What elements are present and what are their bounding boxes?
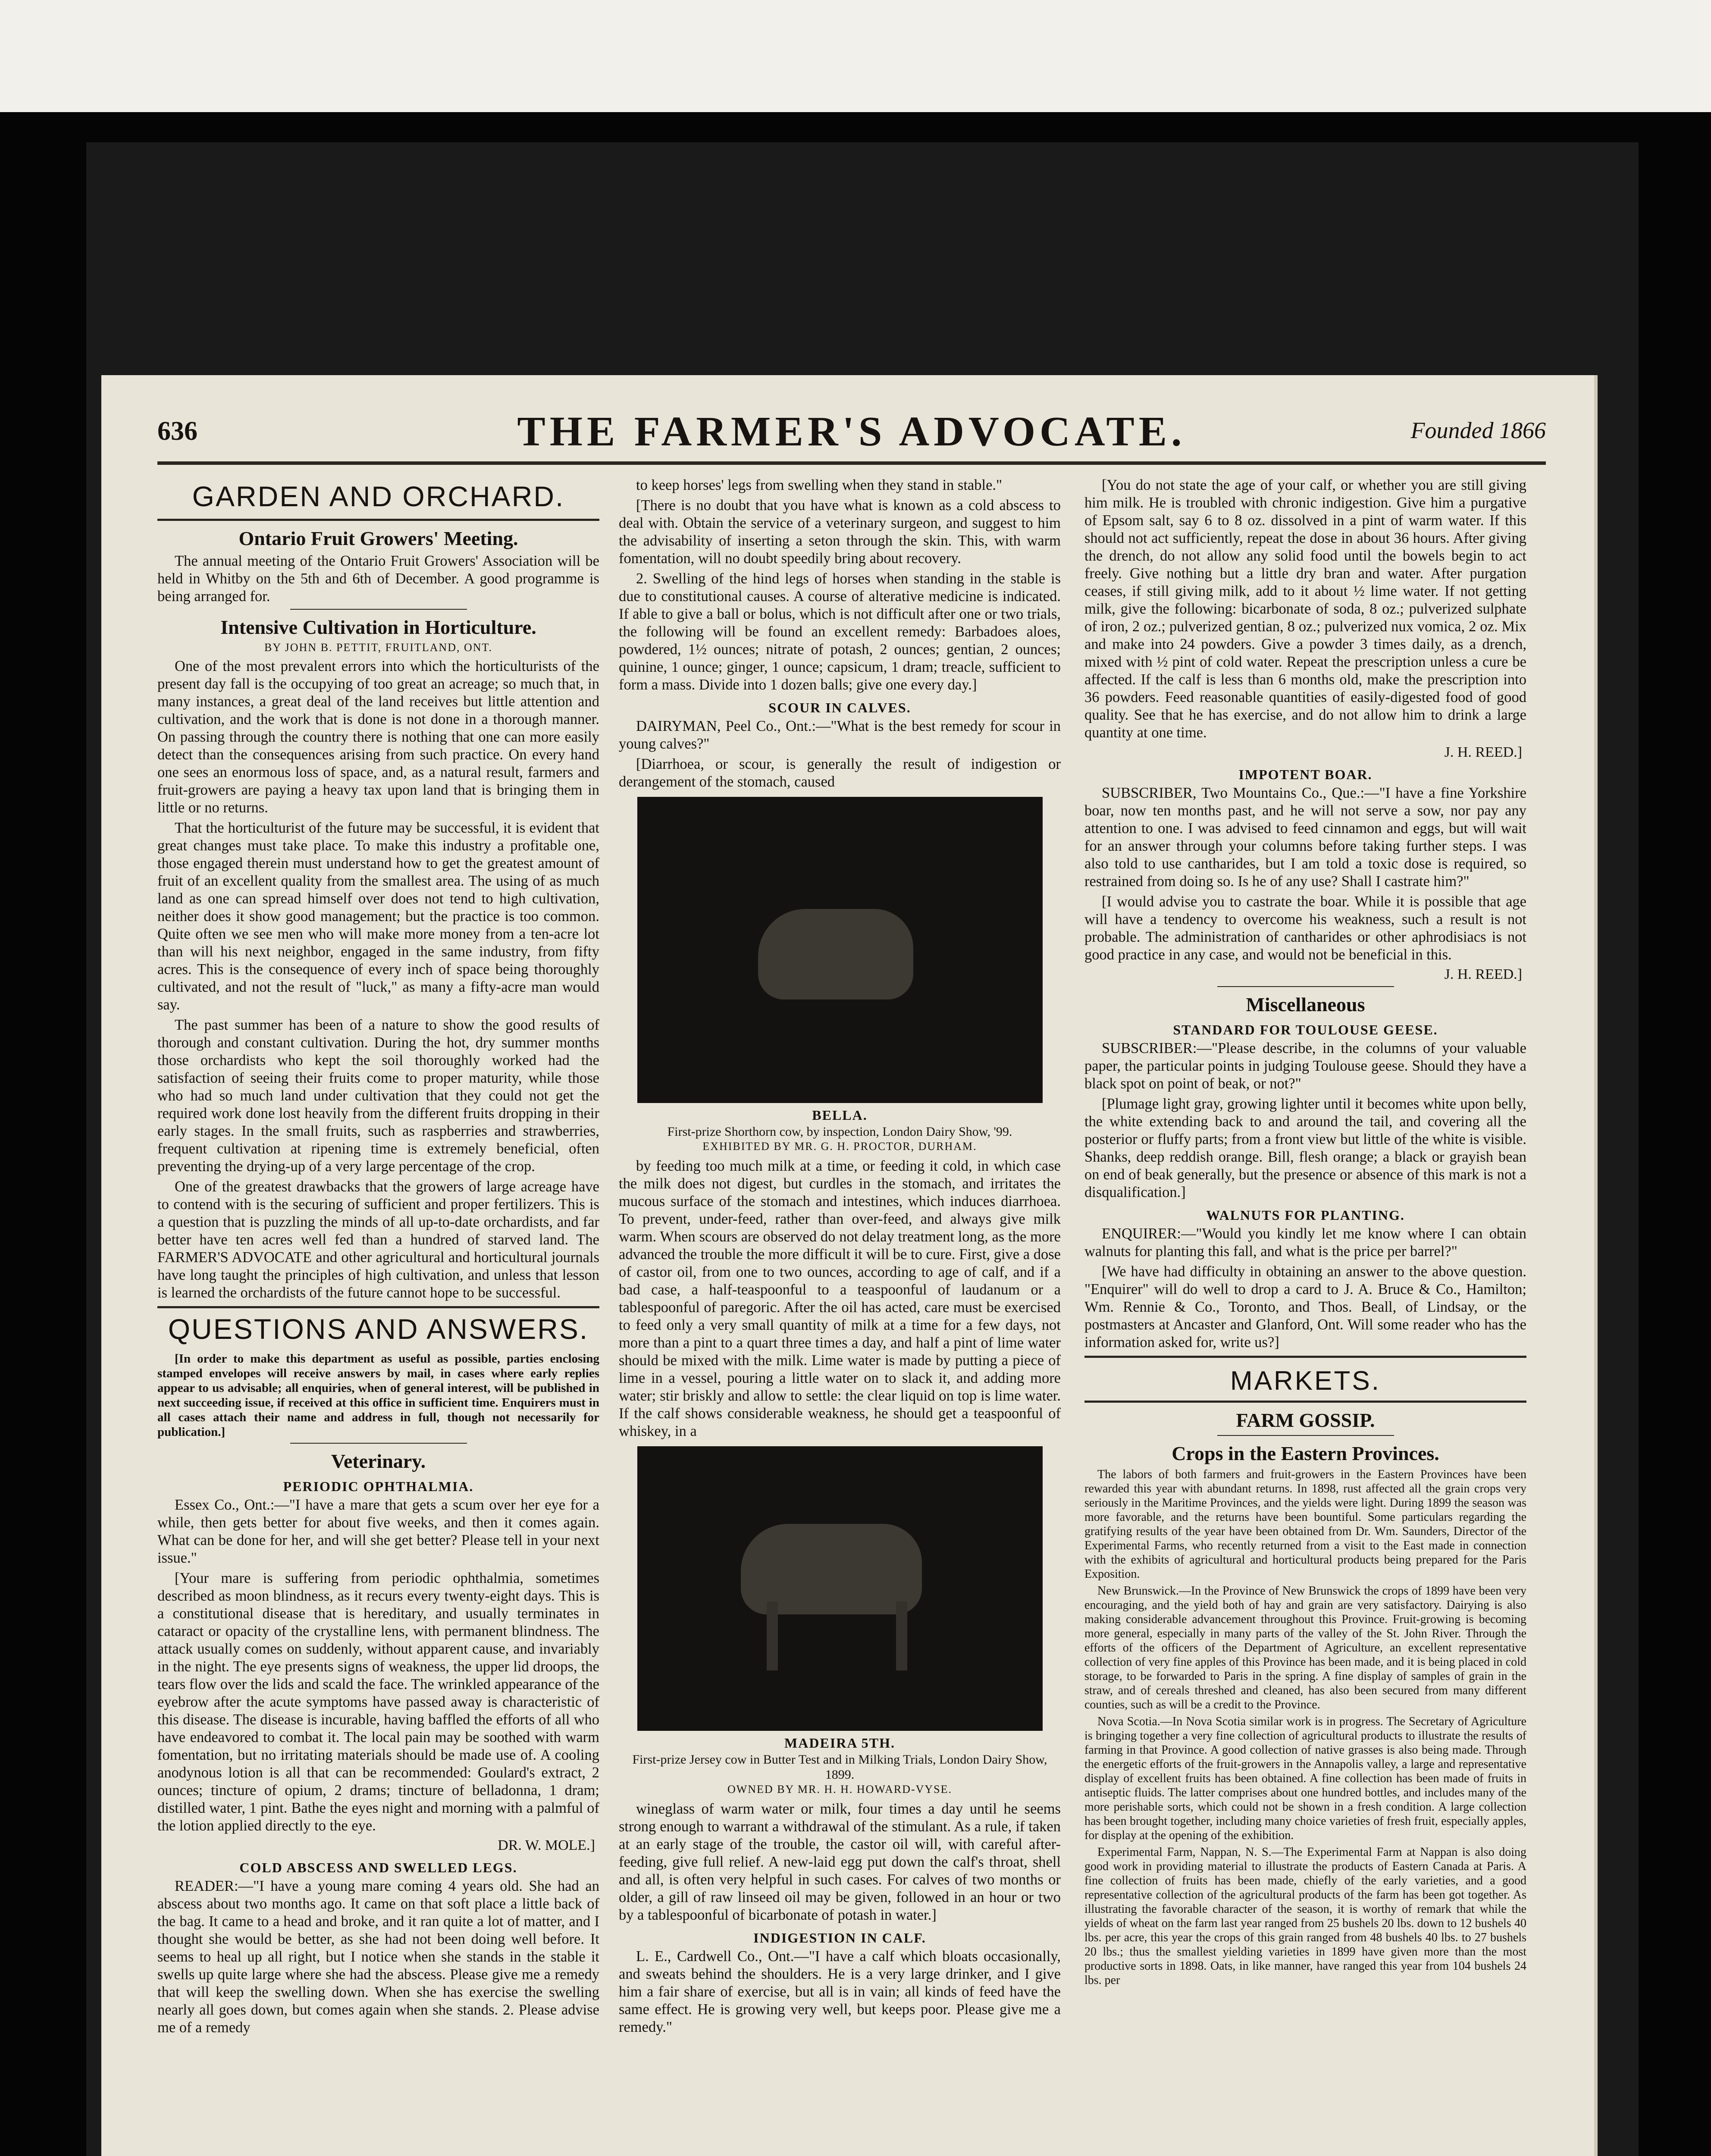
question-text: ENQUIRER:—"Would you kindly let me know where I can obtain walnuts for planting this fall, and what is the price per barrel?": [1084, 1225, 1526, 1260]
answer-text: 2. Swelling of the hind legs of horses when standing in the stable is due to constitutional causes. A course of alterative medicine is indicated. If able to give a ball or bolus, which is not difficult after one or two trials, the following will be found an excellent remedy: Barbadoes aloes, powdered, 1½ ounces; nitrate of potash, 2 ounces; gentian, 2 ounces; quinine, 1 ounce; ginger, 1 ounce; capsicum, 1 dram; treacle, sufficient to form a mass. Divide into 1 dozen balls; give one every day.]: [619, 570, 1061, 693]
newspaper-page: [101, 375, 1598, 2156]
question-title: SCOUR IN CALVES.: [768, 700, 911, 715]
subsection-title-miscellaneous: Miscellaneous: [1246, 993, 1365, 1015]
section-title-garden: GARDEN AND ORCHARD.: [192, 480, 565, 512]
byline: BY JOHN B. PETTIT, FRUITLAND, ONT.: [264, 641, 492, 654]
answer-text: [There is no doubt that you have what is known as a cold abscess to deal with. Obtain the service of a veterinary surgeon, and suggest to him the advisability of inserting a seton through the skin. This, with warm fomentation, will no doubt speedily bring about recovery.: [619, 497, 1061, 567]
question-text: SUBSCRIBER:—"Please describe, in the columns of your valuable paper, the particular points in judging Toulouse geese. Should they have a black spot on point of beak, or not?": [1084, 1040, 1526, 1092]
divider: [157, 519, 599, 521]
answer-text: [Plumage light gray, growing lighter until it becomes white upon belly, the white extending back to and around the tail, and covering all the posterior or fluffy parts; from a front view but little of the white is visible. Shanks, deep reddish orange. Bill, flesh orange; a black or grayish bean on end of beak generally, but the presence or absence of this mark is not a disqualification.]: [1084, 1096, 1526, 1200]
article-paragraph: The labors of both farmers and fruit-growers in the Eastern Provinces have been rewarded this year with abundant returns. In 1898, rust affected all the grain crops very seriously in the Maritime Provinces, and the yields were light. During 1899 the season was more favorable, and the returns have been bountiful. Some particulars regarding the gratifying results of the year have been obtained from Dr. Wm. Saunders, Director of the Experimental Farms, who recently returned from a visit to the East made in connection with the exhibits of agricultural and horticultural products being prepared for the Paris Exposition.: [1084, 1468, 1526, 1581]
scanner-background: [0, 0, 1711, 112]
article-paragraph: to keep horses' legs from swelling when they stand in stable.": [636, 477, 1003, 493]
cow-figure: [758, 909, 913, 1000]
divider: [1217, 1435, 1394, 1436]
paper-title: THE FARMER'S ADVOCATE.: [517, 408, 1186, 455]
signature: J. H. REED.]: [1444, 744, 1522, 760]
question-title: WALNUTS FOR PLANTING.: [1206, 1207, 1405, 1223]
answer-text: [I would advise you to castrate the boar. While it is possible that age will have a tendency to overcome his weakness, such a result is not probable. The administration of cantharides or other aphrodisiacs is not good practice in any case, and would not be beneficial in this.: [1084, 893, 1526, 963]
divider: [1084, 1401, 1526, 1403]
question-text: READER:—"I have a young mare coming 4 years old. She had an abscess about two months ago. It came on that soft place a little back of the bag. It came to a head and broke, and it ran quite a lot of matter, and I thought she would be better, as she had not been doing well before. It seems to heal up all right, but I notice when she stands in the stable it swells up quite large where she had the abscess. Please give me a remedy that will keep the swelling down. When she has exercise the swelling nearly all goes down, but comes again when she stands. 2. Please advise me of a remedy: [157, 1878, 599, 2036]
column-1: [157, 476, 599, 2156]
question-title: PERIODIC OPHTHALMIA.: [283, 1479, 474, 1494]
section-title-markets: MARKETS.: [1230, 1366, 1381, 1396]
article-paragraph: The past summer has been of a nature to show the good results of thorough and constant cultivation. During the hot, dry summer months those orchardists who kept the soil thoroughly worked had the satisfaction of seeing their fruits come to proper maturity, while those who had so much land under cultivation that they could not get the required work done lost heavily from the different fruits dropping in their early stages. In the small fruits, such as raspberries and strawberries, frequent cultivation at ripening time is extremely beneficial, often preventing the drying-up of a very large percentage of the crop.: [157, 1017, 599, 1175]
answer-text: [You do not state the age of your calf, or whether you are still giving him milk. He is troubled with chronic indigestion. Give him a purgative of Epsom salt, say 6 to 8 oz. dissolved in a pint of warm water. If this should not act sufficiently, repeat the dose in about 36 hours. After giving the drench, do not allow any solid food until the bowels begin to act freely. Give nothing but a little dry bran and water. After purgation ceases, if still giving milk, add to it about ½ lime water. If not getting milk, give the following: bicarbonate of soda, 8 oz.; pulverized sulphate of iron, 2 oz.; pulverized gentian, 8 oz.; pulverized nux vomica, 2 oz. Mix and make into 24 powders. Give a powder 3 times daily, as a drench, mixed with ½ pint of cold water. Repeat the prescription unless a cure be affected. If the calf is less than 6 months old, make the prescription into 36 powders. Feed reasonable quantities of easily-digested food of good quality. See that he has exercise, and do not allow him to drink a large quantity at one time.: [1084, 477, 1526, 741]
photo-title: MADEIRA 5TH.: [784, 1735, 895, 1751]
answer-text: [Your mare is suffering from periodic ophthalmia, sometimes described as moon blindness, as it recurs every twenty-eight days. This is a constitutional disease that is hereditary, and usually terminates in cataract or opacity of the crystalline lens, with permanent blindness. The attack usually comes on suddenly, without apparent cause, and invariably in the night. The eye presents signs of weakness, the upper lid droops, the tears flow over the lids and scald the face. The wrinkled appearance of the eyebrow after the acute symptoms have passed away is characteristic of this disease. The disease is incurable, having baffled the efforts of all who have endeavored to combat it. The local pain may be soothed with warm fomentation, but no irritating materials should be made use of. A cooling anodynous lotion is all that can be recommended: Goulard's extract, 2 ounces; tincture of opium, 2 drams; tincture of belladonna, 1 dram; distilled water, 1 pint. Bathe the eyes night and morning with a palmful of the lotion applied directly to the eye.: [157, 1570, 599, 1834]
signature: J. H. REED.]: [1444, 966, 1522, 982]
masthead: [157, 407, 1546, 455]
divider: [157, 1306, 599, 1308]
answer-text: [Diarrhoea, or scour, is generally the result of indigestion or derangement of the stomach, caused: [619, 756, 1061, 790]
answer-text: [We have had difficulty in obtaining an answer to the above question. "Enquirer" will do well to drop a card to J. A. Bruce & Co., Hamilton; Wm. Rennie & Co., Toronto, and Thos. Beall, of Lindsay, or the postmasters at Ancaster and Glanford, Ont. Will some reader who has the information asked for, write us?]: [1084, 1263, 1526, 1351]
founded-note: Founded 1866: [1410, 417, 1546, 443]
question-text: DAIRYMAN, Peel Co., Ont.:—"What is the best remedy for scour in young calves?": [619, 718, 1061, 752]
article-paragraph: The annual meeting of the Ontario Fruit Growers' Association will be held in Whitby on the 5th and 6th of December. A good programme is being arranged for.: [157, 553, 599, 605]
question-text: L. E., Cardwell Co., Ont.—"I have a calf which bloats occasionally, and sweats behind the shoulders. He is a very large drinker, and I give him a fair share of exercise, but all is in vain; all kinds of feed have the same effect. He is growing very well, but keeps poor. Please give me a remedy.": [619, 1948, 1061, 2035]
question-text: SUBSCRIBER, Two Mountains Co., Que.:—"I have a fine Yorkshire boar, now ten months past, and he will not serve a sow, nor pay any attention to one. I was advised to feed cinnamon and eggs, but will wait for an answer through your columns before taking further steps. I was also told to use cantharides, but I am told a toxic dose is required, so restrained from doing so. Is he of any use? Shall I castrate him?": [1084, 785, 1526, 890]
article-paragraph: One of the most prevalent errors into which the horticulturists of the present day fall is the occupying of too great an acreage; so much that, in many instances, a great deal of the land receives but little attention and cultivation, and the work that is done is not done in a thorough manner. On passing through the country there is nothing that one can more easily detect than the consequences arising from such practice. On every hand one sees an enormous loss of space, and, as a natural result, farmers and fruit-growers are paying a heavy tax upon land that is bringing them in little or no returns.: [157, 658, 599, 816]
article-paragraph: Nova Scotia.—In Nova Scotia similar work is in progress. The Secretary of Agriculture is bringing together a very fine collection of agricultural products to illustrate the results of farming in that Province. A good collection of native grasses is also being made. Through the energetic efforts of the fruit-growers in the Annapolis valley, a large and representative display of excellent fruits has been obtained. A fine collection has been made of fruits in antiseptic fluids. The latter comprises about one hundred bottles, and includes many of the more perishable sorts, which could not be shown in a fresh condition. A large collection has been brought together, including many choice varieties of fresh fruit, especially apples, for display at the opening of the exhibition.: [1084, 1715, 1526, 1842]
cow-figure: [741, 1524, 922, 1614]
crops-article: [1084, 1467, 1526, 1987]
section-title-questions: QUESTIONS AND ANSWERS.: [168, 1313, 589, 1345]
cow-leg: [896, 1601, 907, 1670]
article-paragraph: Experimental Farm, Nappan, N. S.—The Experimental Farm at Nappan is also doing good work in providing material to illustrate the products of Eastern Canada at Paris. A fine collection of fruits has been made, chiefly of the early varieties, and a good representative collection of the agricultural products of the farm has been got together. As illustrating the favorable character of the season, it is worthy of remark that while the yields of wheat on the farm last year ranged from 25 bushels 20 lbs. down to 12 bushels 40 lbs. per acre, this year the crops of this grain ranged from 48 bushels 40 lbs. to 27 bushels 20 lbs.; thus the smallest yielding varieties in 1899 have given more than the most productive sorts in 1898. Oats, in like manner, have ranged this year from 104 bushels 24 lbs. per: [1084, 1846, 1526, 1987]
photo-caption: First-prize Jersey cow in Butter Test and in Milking Trials, London Dairy Show, 1899.: [632, 1752, 1047, 1782]
question-title: COLD ABSCESS AND SWELLED LEGS.: [239, 1860, 517, 1875]
photo-title: BELLA.: [812, 1107, 868, 1123]
question-title: IMPOTENT BOAR.: [1238, 767, 1373, 782]
article-title-fruit-growers: Ontario Fruit Growers' Meeting.: [238, 527, 518, 549]
photo-bella: [637, 797, 1043, 1103]
question-title: INDIGESTION IN CALF.: [753, 1930, 926, 1946]
divider: [290, 1443, 467, 1444]
subsection-title-farm-gossip: FARM GOSSIP.: [1236, 1409, 1375, 1431]
article-title-crops: Crops in the Eastern Provinces.: [1172, 1442, 1439, 1464]
divider: [290, 609, 467, 610]
article-paragraph: wineglass of warm water or milk, four times a day until he seems strong enough to warrant a withdrawal of the stimulant. As a rule, if taken at an early stage of the trouble, the castor oil will, with careful after-feeding, give full relief. A new-laid egg put down the calf's throat, shell and all, is often very helpful in such cases. For calves of two months or older, a gill of raw linseed oil may be given, followed in an hour or two by a tablespoonful of bicarbonate of potash in water.]: [619, 1801, 1061, 1923]
divider: [1217, 986, 1394, 987]
column-3: [1084, 476, 1526, 2156]
article-paragraph: That the horticulturist of the future may be successful, it is evident that great changes must take place. To make this industry a profitable one, those engaged therein must understand how to get the greatest amount of fruit of an excellent quality from the smallest area. The using of as much land as one can spread himself over does not tend to high cultivation, neither does it show good management; but the practice is too common. Quite often we see men who will make more money from a ten-acre lot than will his next neighbor, engaged in the same industry, from fifty acres. This is the consequence of every inch of space being thoroughly cultivated, and not the result of "luck," as many a fifty-acre man would say.: [157, 820, 599, 1013]
article-paragraph: by feeding too much milk at a time, or feeding it cold, in which case the milk does not digest, but curdles in the stomach, and irritates the mucous surface of the stomach and intestines, which induces diarrhoea. To prevent, under-feed, rather than over-feed, and always give milk warm. When scours are observed do not delay treatment long, as the more advanced the trouble the more difficult it will be to cure. First, give a dose of castor oil, from one to two ounces, according to age of calf, and if a bad case, a half-teaspoonful to a teaspoonful of laudanum or a tablespoonful of paregoric. After the oil has acted, care must be exercised to feed only a very small quantity of milk at a time for a few days, not more than a pint to a quart three times a day, and half a pint of lime water should be mixed with the milk. Lime water is made by putting a piece of lime in a vessel, pouring a little water on to slack it, and adding more water; stir briskly and allow to settle: the clear liquid on top is lime water. If the calf shows considerable weakness, he should get a teaspoonful of whiskey, in a: [619, 1158, 1061, 1439]
photo-caption: First-prize Shorthorn cow, by inspection, London Dairy Show, '99.: [667, 1125, 1012, 1139]
question-title: STANDARD FOR TOULOUSE GEESE.: [1173, 1022, 1438, 1037]
masthead-rule: [157, 461, 1546, 465]
photo-credit: OWNED BY MR. H. H. HOWARD-VYSE.: [727, 1783, 953, 1796]
article-paragraph: One of the greatest drawbacks that the growers of large acreage have to contend with is the securing of sufficient and proper fertilizers. This is a question that is puzzling the minds of all up-to-date orchardists, and far better have ten acres well fed than a hundred of starved land. The FARMER'S ADVOCATE and other agricultural and horticultural journals have long taught the principles of high cultivation, and unless that lesson is learned the orchardists of the future cannot hope to be successful.: [157, 1178, 599, 1301]
photo-madeira: [637, 1446, 1043, 1731]
signature: DR. W. MOLE.]: [498, 1837, 595, 1853]
editor-note: [In order to make this department as useful as possible, parties enclosing stamped envelopes will receive answers by mail, in cases where early replies appear to us advisable; all enquiries, when of general interest, will be published in next succeeding issue, if received at this office in sufficient time. Enquirers must in all cases attach their name and address in full, though not necessarily for publication.]: [157, 1352, 599, 1439]
column-2: [619, 476, 1061, 2156]
page-number: 636: [157, 417, 197, 446]
subsection-title-veterinary: Veterinary.: [331, 1450, 426, 1472]
page-edge: [1594, 375, 1598, 2156]
cow-leg: [767, 1601, 778, 1670]
photo-credit: EXHIBITED BY MR. G. H. PROCTOR, DURHAM.: [702, 1140, 977, 1153]
question-text: Essex Co., Ont.:—"I have a mare that gets a scum over her eye for a while, then gets better for about five weeks, and then it comes again. What can be done for her, and will she get better? Please tell in your next issue.": [157, 1497, 599, 1566]
article-title-intensive: Intensive Cultivation in Horticulture.: [220, 616, 536, 638]
article-paragraph: New Brunswick.—In the Province of New Brunswick the crops of 1899 have been very encouraging, and the yield both of hay and grain are very satisfactory. Dairying is also making considerable advancement throughout this Province. Fruit-growing is becoming more general, especially in many parts of the valley of the St. John River. Through the efforts of the officers of the Department of Agriculture, an excellent representative collection of very fine apples of this Province has been made, and it is being placed in cold storage, to be forwarded to Paris in the spring. A fine display of samples of grain in the straw, and of cereals threshed and cleaned, has also been secured from many different counties, such as will be a credit to the Province.: [1084, 1584, 1526, 1711]
divider: [1084, 1356, 1526, 1358]
